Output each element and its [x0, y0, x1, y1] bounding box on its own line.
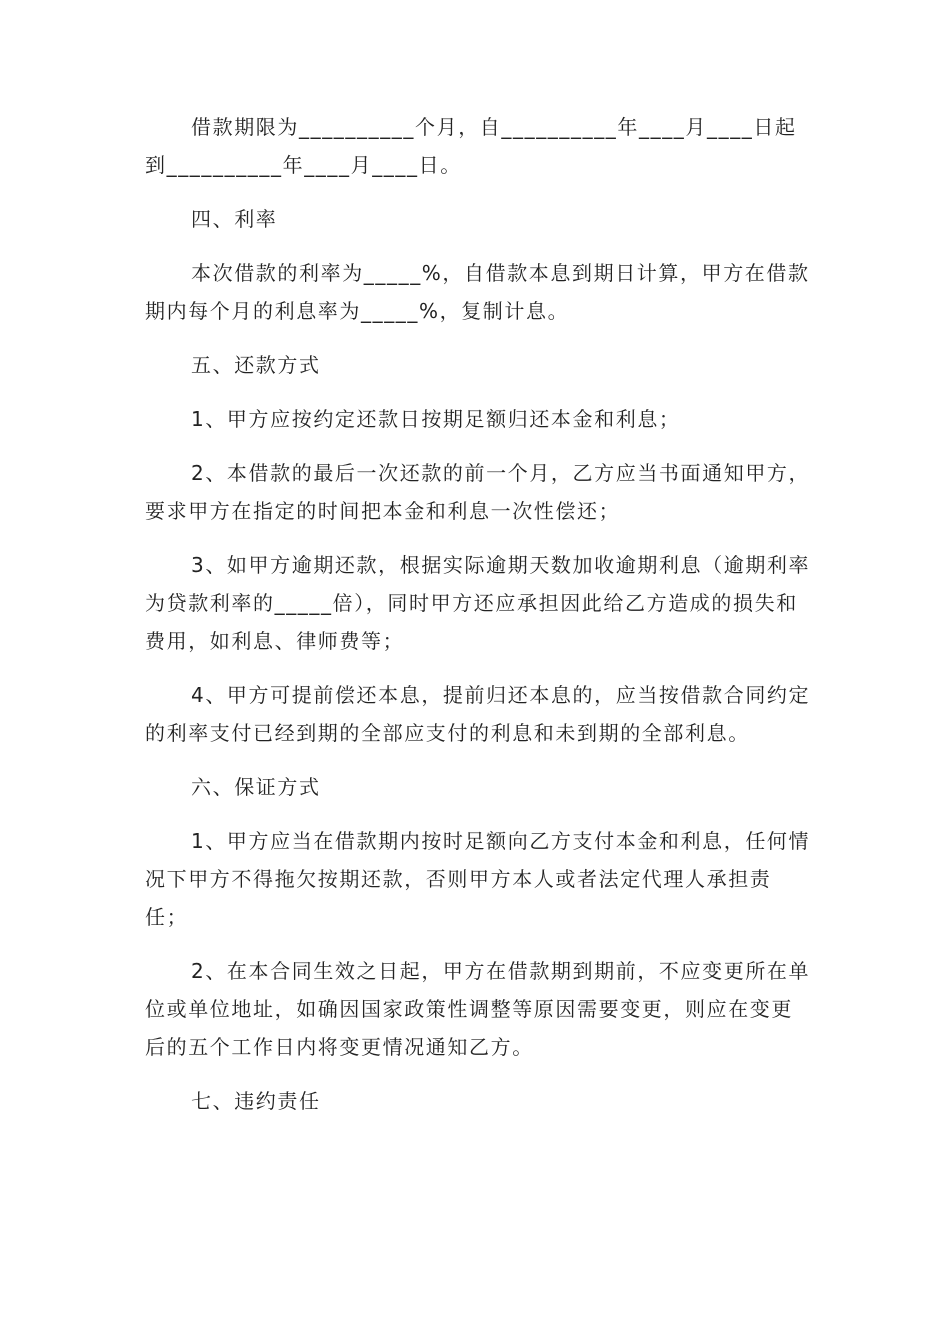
- guarantee-clause-1: 1、甲方应当在借款期内按时足额向乙方支付本金和利息，任何情况下甲方不得拖欠按期还款，否则甲方本人或者法定代理人承担责任；: [145, 829, 811, 929]
- repayment-clause-4: 4、甲方可提前偿还本息，提前归还本息的，应当按借款合同约定的利率支付已经到期的全部应支付的利息和未到期的全部利息。: [145, 683, 811, 745]
- repayment-clause-2: 2、本借款的最后一次还款的前一个月，乙方应当书面通知甲方，要求甲方在指定的时间把本金和利息一次性偿还；: [145, 461, 811, 523]
- document-page: [145, 108, 813, 1136]
- section-heading-interest-rate: 四、利率: [191, 207, 278, 231]
- interest-rate-paragraph: 本次借款的利率为_____%，自借款本息到期日计算，甲方在借款期内每个月的利息率为_____%，复制计息。: [145, 261, 810, 323]
- repayment-clause-3: 3、如甲方逾期还款，根据实际逾期天数加收逾期利息（逾期利率为贷款利率的_____倍），同时甲方还应承担因此给乙方造成的损失和费用，如利息、律师费等；: [145, 553, 811, 653]
- section-heading-guarantee: 六、保证方式: [191, 775, 321, 799]
- repayment-clause-1: 1、甲方应按约定还款日按期足额归还本金和利息；: [191, 407, 681, 431]
- section-heading-breach: 七、违约责任: [191, 1089, 321, 1113]
- guarantee-clause-2: 2、在本合同生效之日起，甲方在借款期到期前，不应变更所在单位或单位地址，如确因国家政策性调整等原因需要变更，则应在变更后的五个工作日内将变更情况通知乙方。: [145, 959, 811, 1059]
- loan-term-paragraph: 借款期限为__________个月，自__________年____月____日起到__________年____月____日。: [145, 115, 797, 177]
- section-heading-repayment: 五、还款方式: [191, 353, 321, 377]
